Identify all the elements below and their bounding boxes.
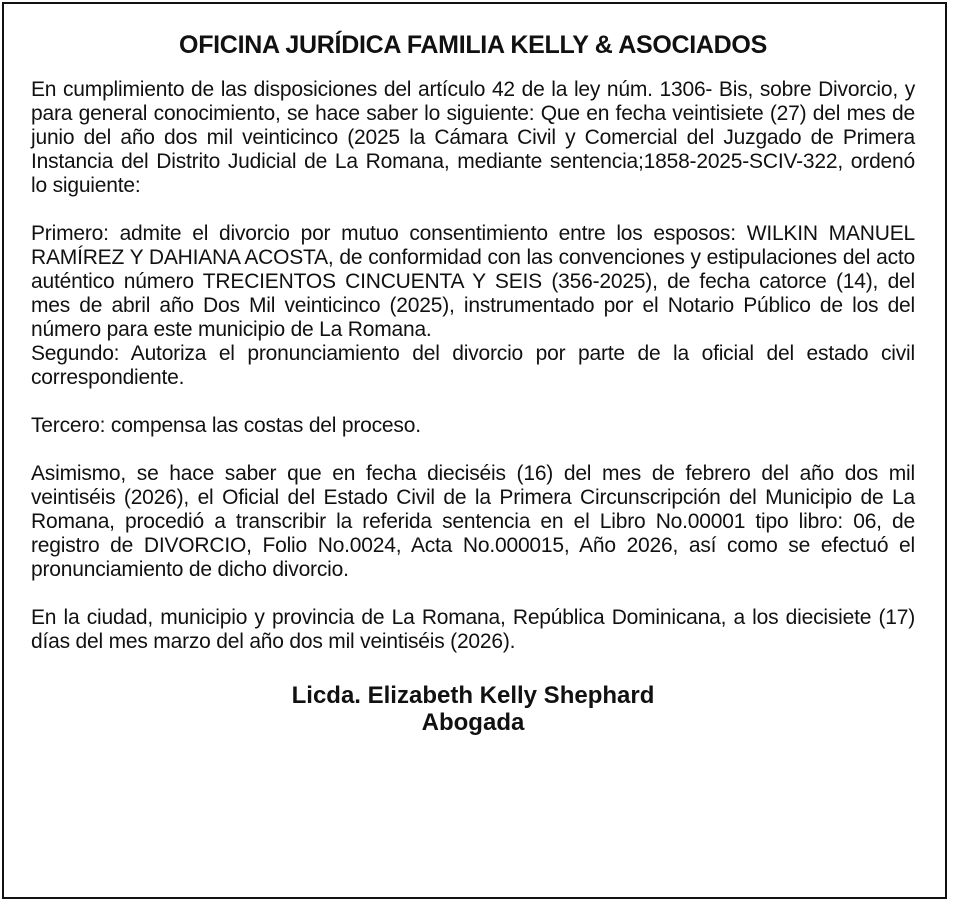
paragraph-spacer bbox=[31, 198, 915, 222]
asimismo-paragraph: Asimismo, se hace saber que en fecha dieciséis (16) del mes de febrero del año dos mil veintiséis (2026), el Oficial del Estado Civil de la Primera Circunscripción del Municipio de La Romana, procedió a transcribir la referida sentencia en el Libro No.00001 tipo libro: 06, de registro de DIVORCIO, Folio No.0024, Acta No.000015, Año 2026, así como se efectuó el pronunciamiento de dicho divorcio. bbox=[31, 462, 915, 581]
closing-paragraph: En la ciudad, municipio y provincia de La Romana, República Dominicana, a los diecisiete (17) días del mes marzo del año dos mil veintiséis (2026). bbox=[31, 606, 915, 653]
signer-name: Licda. Elizabeth Kelly Shephard bbox=[291, 682, 655, 709]
primero-paragraph: Primero: admite el divorcio por mutuo consentimiento entre los esposos: WILKIN MANUEL RAMÍREZ Y DAHIANA ACOSTA, de conformidad con las convenciones y estipulaciones del acto auténtico número TRECIENTOS CINCUENTA Y SEIS (356-2025), de fecha catorce (14), del mes de abril año Dos Mil veinticinco (2025), instrumentado por el Notario Público de los del número para este municipio de La Romana. bbox=[31, 222, 915, 341]
tercero-paragraph: Tercero: compensa las costas del proceso. bbox=[31, 414, 421, 437]
signer-role: Abogada bbox=[421, 709, 525, 736]
signature-block bbox=[31, 682, 915, 736]
segundo-paragraph: Segundo: Autoriza el pronunciamiento del divorcio por parte de la oficial del estado civil correspondiente. bbox=[31, 342, 915, 389]
paragraph-spacer bbox=[31, 438, 915, 462]
intro-paragraph: En cumplimiento de las disposiciones del artículo 42 de la ley núm. 1306- Bis, sobre Divorcio, y para general conocimiento, se hace saber lo siguiente: Que en fecha veintisiete (27) del mes de junio del año dos mil veinticinco (2025 la Cámara Civil y Comercial del Juzgado de Primera Instancia del Distrito Judicial de La Romana, mediante sentencia;1858-2025-SCIV-322, ordenó lo siguiente: bbox=[31, 78, 915, 197]
paragraph-spacer bbox=[31, 390, 915, 414]
paragraph-spacer bbox=[31, 582, 915, 606]
notice-title: OFICINA JURÍDICA FAMILIA KELLY & ASOCIADOS bbox=[179, 31, 767, 59]
legal-notice bbox=[2, 2, 947, 899]
